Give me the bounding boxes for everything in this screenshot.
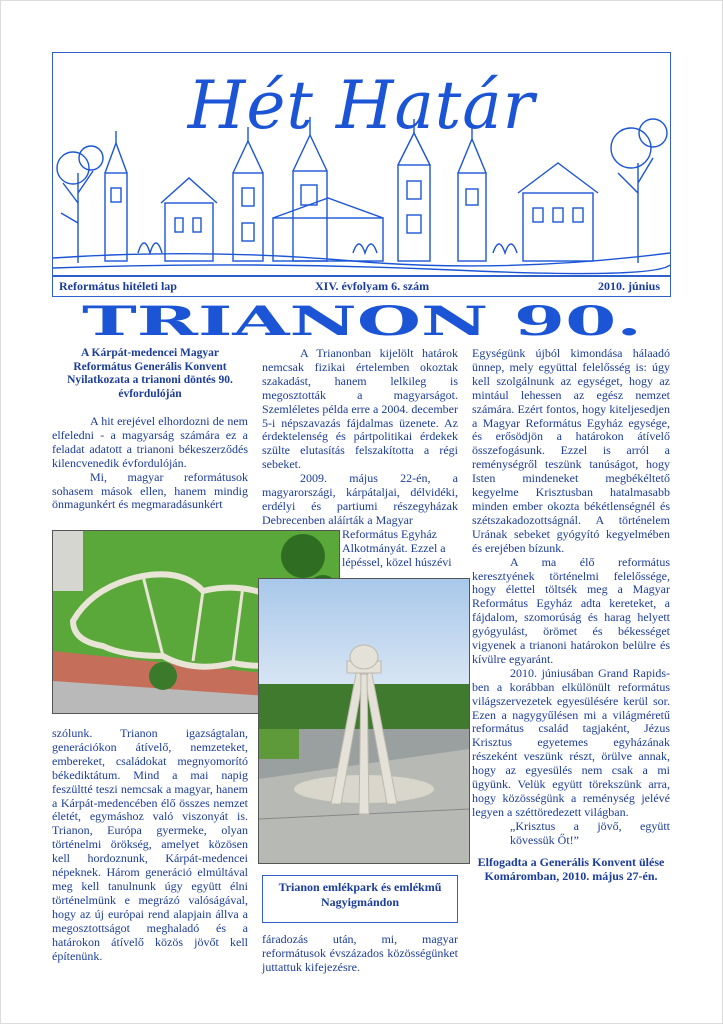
col2-paragraph-2a: 2009. május 22-én, a magyarországi, kárpátaljai, délvidéki, erdélyi és partiumi részegyházak Debrecenben aláírták a Magyar [262,471,458,527]
col2-paragraph-2c: Alkotmányát. Ezzel a [342,540,446,555]
col1-paragraph-1: A hit erejével elhordozni de nem elfeledni - a magyarság számára ez a feladat adatott a trianoni békeszerződés kilencvenedik évfordulóján. [52,414,248,470]
column-2-continued [262,933,458,975]
issue-date: 2010. június [597,279,660,293]
headline [52,297,672,341]
col2-paragraph-3: fáradozás után, mi, magyar reformátusok évszázados közösségünket juttattuk kifejezésre. [262,932,458,974]
col1-paragraph-3: szólunk. Trianon igazságtalan, generációkon átívelő, nemzeteket, embereket, családokat megnyomorító békediktátum. Mind a mai napig feszültté teszi nemcsak a magyar, hanem a Kárpát-medencében élő összes nemzet életét, egymáshoz való viszonyát is. Trianon, Európa gyermeke, olyan történelmi örökség, amelyet közösen kell hordoznunk, Kárpát-medencei népeknek. Három generáció elmúltával meg kell tanulnunk úgy együtt élni történelmünk e megrázó valóságával, hogy az új európai rend alapjain állva a megosztottságot meghaladó és a határokon átívelő közös jövőt kell építenünk. [52,726,248,963]
info-bar [52,276,671,297]
col3-paragraph-2: A ma élő református keresztyének történelmi felelőssége, hogy élettel töltsék meg a Magyar Református Egyház adta kereteket, a fájdalom, szomorúság és harag helyett gyógyulást, örömet és békességet vigyenek a trianoni határokon belülre és kívülre egyaránt. [472,554,670,666]
column-3 [472,347,670,883]
masthead [52,52,671,276]
photo-caption: Trianon emlékpark és emlékmű Nagyigmándon [262,875,458,923]
col3-signoff: Elfogadta a Generális Konvent ülése Komáromban, 2010. május 27-én. [477,854,665,883]
headline-text: TRIANON 90. [82,298,642,341]
col3-quote: „Krisztus a jövő, együtt kövessük Őt!” [510,818,670,847]
col1-paragraph-2: Mi, magyar reformátusok sohasem mások ellen, hanem mindig önmagunkért és megmaradásunkért [52,469,248,512]
column-1-continued [52,727,248,963]
col3-paragraph-1: Egységünk újból kimondása hálaadó ünnep, mely együttal felelősség is: úgy kell szolgálnunk az egységet, hogy az mintául lehessen az egész nemzet számára. Ezért fontos, hogy kiteljesedjen a Magyar Református Egyház egysége, és erősödjön a határokon átívelő összefogásunk. Ezzel is arról a reménységről teszünk tanúságot, hogy Isten mindeneket megbékéltető kegyelme Krisztusban hatalmasabb minden ember okozta békétlenségnél és szétszakadozottságnál. A történelem Urának sebeket gyógyító kegyelmében és erejében bízunk. [472,346,670,555]
col3-paragraph-3: 2010. júniusában Grand Rapids-ben a korábban elkülönült református világszervezetek egyesülésére kerül sor. Ezen a nagygyűlésen mi a világméretű református család tagjaként, Jézus Krisztus egyetemes egyházának részeként veszünk részt, örülve annak, hogy az egyesülés nem csak a mi ügyünk. Velük együtt törekszünk arra, hogy közösségünk a reménység jelévé legyen a széttöredezett világban. [472,665,670,819]
col2-paragraph-1: A Trianonban kijelölt határok nemcsak fizikai értelemben okoztak szakadást, hanem lelkileg is megosztották a magyarságot. Szemléletes példa erre a 2004. december 5-i népszavazás fájdalmas üzenete. Az érdektelenség és pártpolitikai érdekek szülte elutasítás felszakította a régi sebeket. [262,346,458,472]
col2-paragraph-2d: lépéssel, közel húszévi [342,554,452,569]
monument-photo [258,578,470,864]
article-heading: A Kárpát-medencei Magyar Református Generális Konvent Nyilatkozata a trianoni döntés 90. évfordulóján [67,347,233,400]
column-1 [52,347,248,512]
issue-number: XIV. évfolyam 6. szám [315,279,430,293]
masthead-title: Hét Határ [187,67,536,144]
publication-type: Református hitéleti lap [59,279,177,293]
col2-paragraph-2b: Református Egyház [342,526,437,541]
